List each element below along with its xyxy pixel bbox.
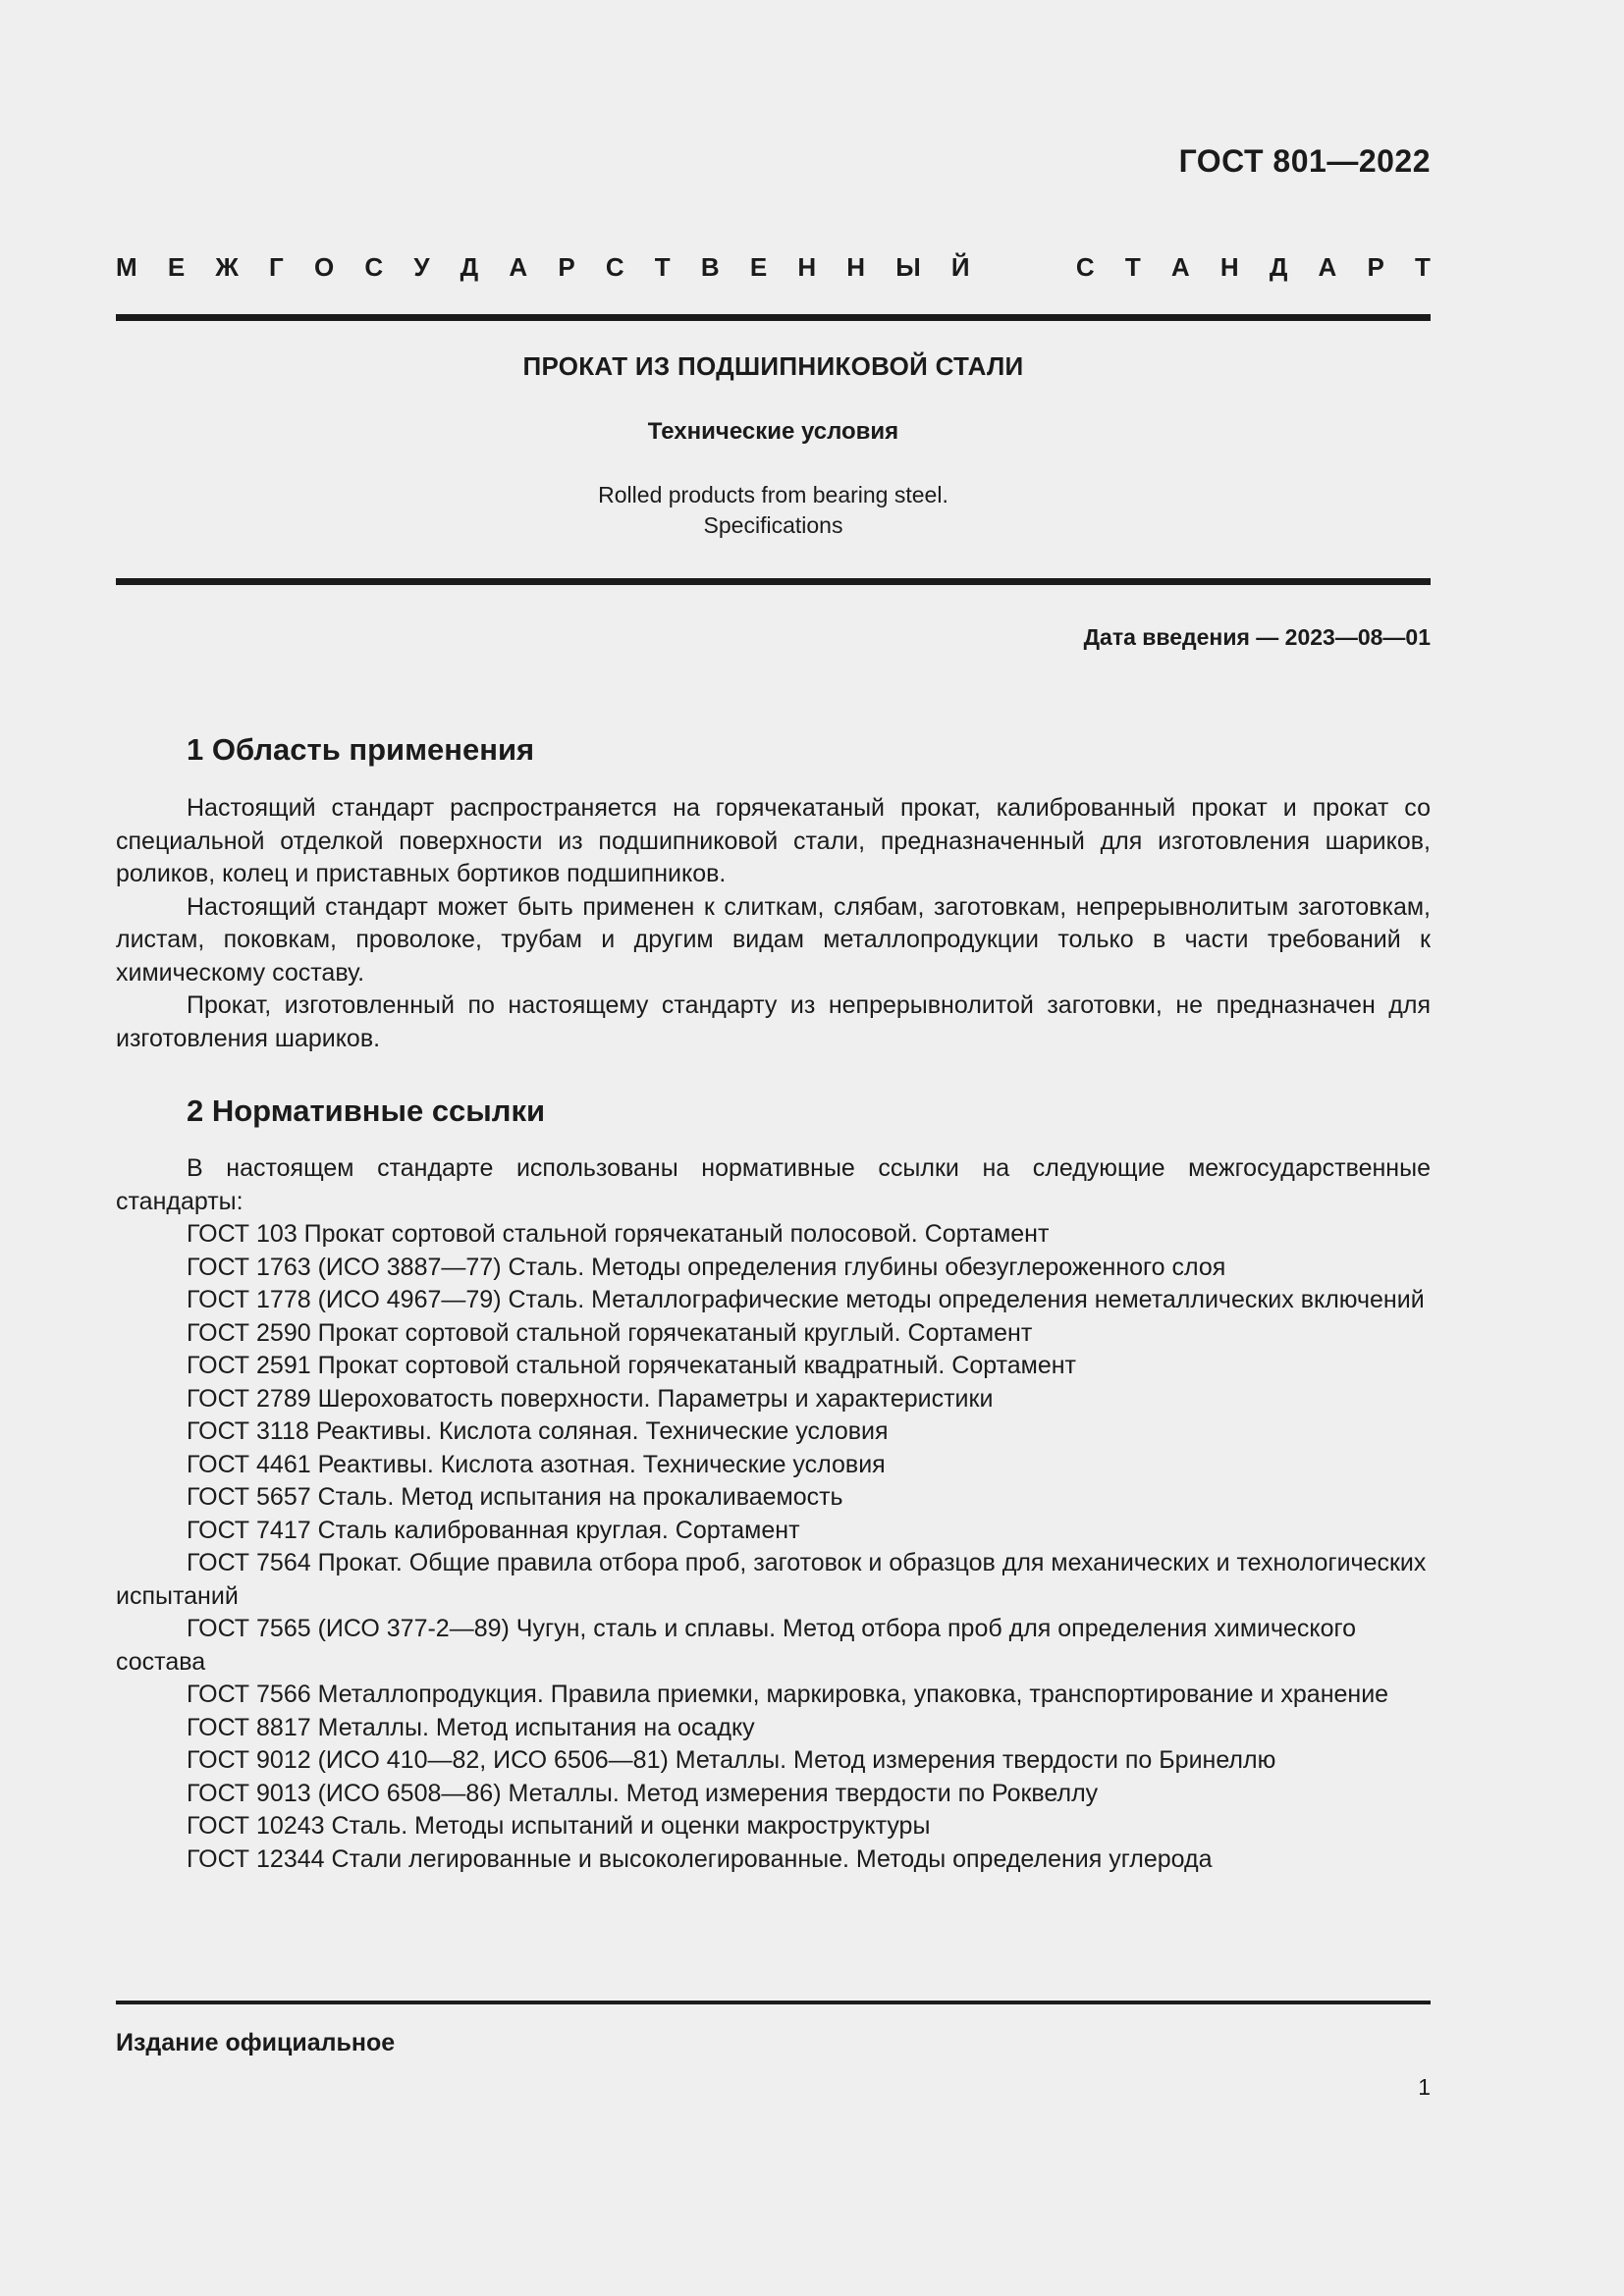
banner-letter: Т xyxy=(1415,252,1431,282)
interstate-standard-banner xyxy=(116,252,1431,283)
banner-letter: В xyxy=(700,252,720,282)
reference-item: ГОСТ 2789 Шероховатость поверхности. Параметры и характеристики xyxy=(187,1384,994,1413)
reference-item: ГОСТ 2590 Прокат сортовой стальной горячекатаный круглый. Сортамент xyxy=(187,1318,1033,1347)
section-1-body xyxy=(116,792,1431,1055)
banner-letter: Н xyxy=(1219,252,1239,282)
banner-letter: Й xyxy=(950,252,970,282)
reference-item: ГОСТ 103 Прокат сортовой стальной горячекатаный полосовой. Сортамент xyxy=(187,1220,1050,1248)
reference-item: ГОСТ 7417 Сталь калиброванная круглая. Сортамент xyxy=(187,1516,800,1544)
section-1-paragraph: Прокат, изготовленный по настоящему стандарту из непрерывнолитой заготовки, не предназначен для изготовления шариков. xyxy=(116,991,1431,1052)
section-1-heading: 1 Область применения xyxy=(187,732,535,767)
reference-item: ГОСТ 9013 (ИСО 6508—86) Металлы. Метод измерения твердости по Роквеллу xyxy=(187,1779,1099,1807)
footer-rule xyxy=(116,2001,1431,2004)
reference-item: ГОСТ 7566 Металлопродукция. Правила приемки, маркировка, упаковка, транспортирование и хранение xyxy=(187,1681,1389,1708)
english-title xyxy=(116,480,1431,541)
normative-references-list xyxy=(116,1218,1431,1876)
banner-letter: А xyxy=(1318,252,1337,282)
standard-number: ГОСТ 801—2022 xyxy=(1178,143,1431,179)
banner-letter: С xyxy=(605,252,624,282)
section-1-paragraph: Настоящий стандарт может быть применен к слиткам, слябам, заготовкам, непрерывнолитым заготовкам, листам, поковкам, проволоке, трубам и другим видам металлопродукции только в части требований к химическому составу. xyxy=(116,892,1431,987)
banner-letter: Н xyxy=(797,252,817,282)
reference-item: ГОСТ 5657 Сталь. Метод испытания на прокаливаемость xyxy=(187,1483,843,1511)
section-2-intro: В настоящем стандарте использованы нормативные ссылки на следующие межгосударственные стандарты: xyxy=(116,1154,1431,1215)
banner-letter: М xyxy=(116,252,137,282)
section-2-heading: 2 Нормативные ссылки xyxy=(187,1094,546,1128)
banner-letter: У xyxy=(413,252,430,282)
reference-item: ГОСТ 1778 (ИСО 4967—79) Сталь. Металлографические методы определения неметаллических включений xyxy=(187,1286,1425,1313)
page-number: 1 xyxy=(1418,2074,1431,2100)
banner-letter: С xyxy=(1075,252,1095,282)
banner-letter: А xyxy=(509,252,528,282)
banner-letter: Д xyxy=(1269,252,1288,282)
reference-item: ГОСТ 8817 Металлы. Метод испытания на осадку xyxy=(187,1713,755,1741)
introduction-date: Дата введения — 2023—08—01 xyxy=(1083,624,1431,650)
header-rule xyxy=(116,314,1431,321)
banner-letter: Р xyxy=(558,252,575,282)
reference-item: ГОСТ 7564 Прокат. Общие правила отбора проб, заготовок и образцов для механических и технологических испытаний xyxy=(116,1549,1427,1610)
official-edition-label: Издание официальное xyxy=(116,2029,396,2056)
banner-letter: А xyxy=(1170,252,1190,282)
document-title: ПРОКАТ ИЗ ПОДШИПНИКОВОЙ СТАЛИ xyxy=(522,351,1024,381)
section-2-body xyxy=(116,1152,1431,1876)
english-title-line2: Specifications xyxy=(703,512,843,538)
reference-item: ГОСТ 4461 Реактивы. Кислота азотная. Технические условия xyxy=(187,1450,886,1478)
reference-item: ГОСТ 9012 (ИСО 410—82, ИСО 6506—81) Металлы. Метод измерения твердости по Бринеллю xyxy=(187,1746,1276,1774)
banner-word-gap xyxy=(1001,252,1046,283)
english-title-line1: Rolled products from bearing steel. xyxy=(598,482,948,507)
banner-letter: Г xyxy=(269,252,284,282)
document-subtitle: Технические условия xyxy=(647,418,899,445)
banner-letter: Ж xyxy=(215,252,239,282)
reference-item: ГОСТ 12344 Стали легированные и высоколегированные. Методы определения углерода xyxy=(187,1844,1213,1873)
banner-letter: Т xyxy=(1124,252,1141,282)
reference-item: ГОСТ 2591 Прокат сортовой стальной горячекатаный квадратный. Сортамент xyxy=(187,1352,1076,1379)
reference-item: ГОСТ 1763 (ИСО 3887—77) Сталь. Методы определения глубины обезуглероженного слоя xyxy=(187,1253,1226,1281)
section-1-paragraph: Настоящий стандарт распространяется на горячекатаный прокат, калиброванный прокат и прокат со специальной отделкой поверхности из подшипниковой стали, предназначенный для изготовления шариков, роликов, колец и приставных бортиков подшипников. xyxy=(116,794,1431,887)
reference-item: ГОСТ 7565 (ИСО 377-2—89) Чугун, сталь и сплавы. Метод отбора проб для определения химического состава xyxy=(116,1615,1357,1676)
banner-letter: С xyxy=(364,252,384,282)
banner-letter: О xyxy=(313,252,335,282)
title-rule xyxy=(116,578,1431,585)
banner-letter: Н xyxy=(846,252,866,282)
banner-letter: Р xyxy=(1367,252,1384,282)
banner-letter: Ы xyxy=(895,252,921,282)
banner-letter: Т xyxy=(654,252,671,282)
banner-letter: Д xyxy=(460,252,479,282)
banner-letter: Е xyxy=(167,252,186,282)
banner-letter: Е xyxy=(749,252,768,282)
reference-item: ГОСТ 3118 Реактивы. Кислота соляная. Технические условия xyxy=(187,1417,889,1445)
reference-item: ГОСТ 10243 Сталь. Методы испытаний и оценки макроструктуры xyxy=(187,1812,931,1840)
